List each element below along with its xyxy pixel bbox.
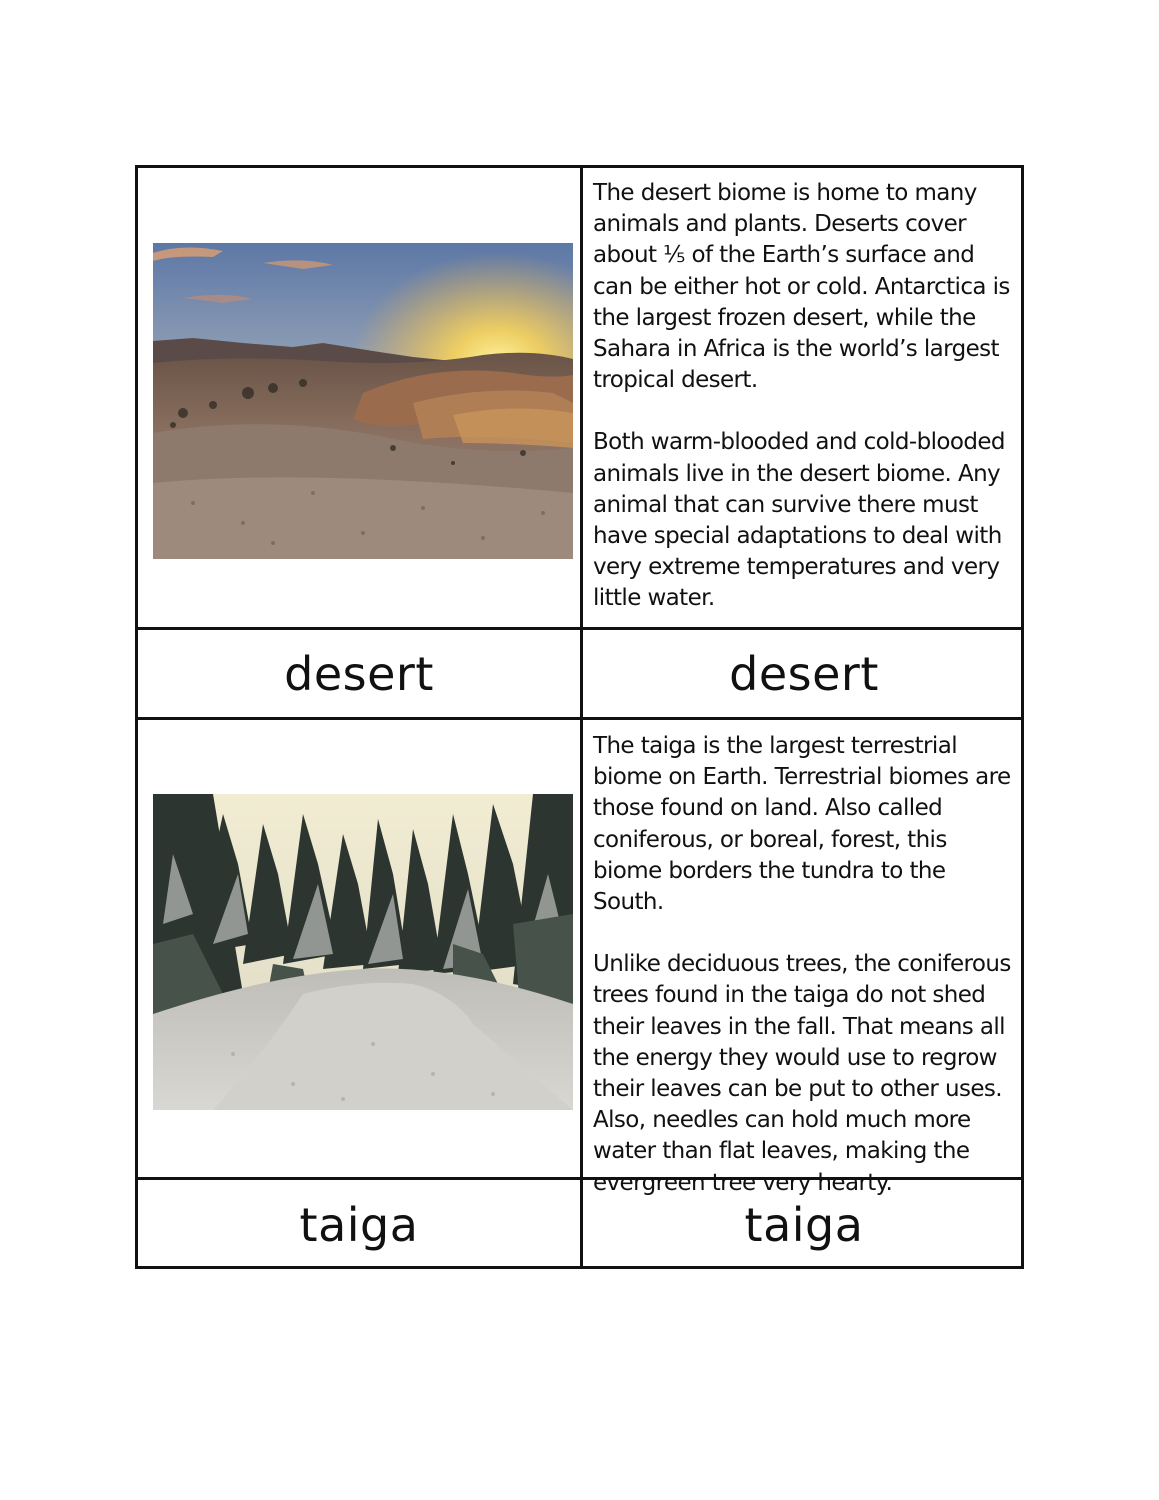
row-divider (138, 717, 1021, 720)
taiga-photo (153, 794, 573, 1110)
taiga-description-paragraph-2: Unlike deciduous trees, the coniferous trees found in the taiga do not shed their leaves in the fall. That means all the energy they would use to regrow their leaves can be put to other uses. Also, needles can hold much more water than flat leaves, making the evergreen tree very hearty. (593, 951, 1011, 1196)
desert-label-left: desert (284, 647, 434, 701)
desert-description (593, 178, 1018, 646)
biome-card-sheet (135, 165, 1024, 1269)
taiga-description (593, 731, 1018, 1230)
taiga-label-left: taiga (299, 1198, 419, 1252)
desert-label-right: desert (729, 647, 879, 701)
taiga-description-paragraph-1: The taiga is the largest terrestrial biome on Earth. Terrestrial biomes are those found on land. Also called coniferous, or boreal, forest, this biome borders the tundra to the South. (593, 733, 1011, 916)
desert-photo (153, 243, 573, 559)
desert-description-paragraph-2: Both warm-blooded and cold-blooded animals live in the desert biome. Any animal that can survive there must have special adaptations to deal with very extreme temperatures and very little water. (593, 429, 1005, 612)
desert-description-paragraph-1: The desert biome is home to many animals and plants. Deserts cover about ⅕ of the Earth’s surface and can be either hot or cold. Antarctica is the largest frozen desert, while the Sahara in Africa is the world’s largest tropical desert. (593, 180, 1010, 394)
taiga-label-right: taiga (744, 1198, 864, 1252)
desert-landscape-icon (153, 243, 573, 559)
snowy-forest-icon (153, 794, 573, 1110)
